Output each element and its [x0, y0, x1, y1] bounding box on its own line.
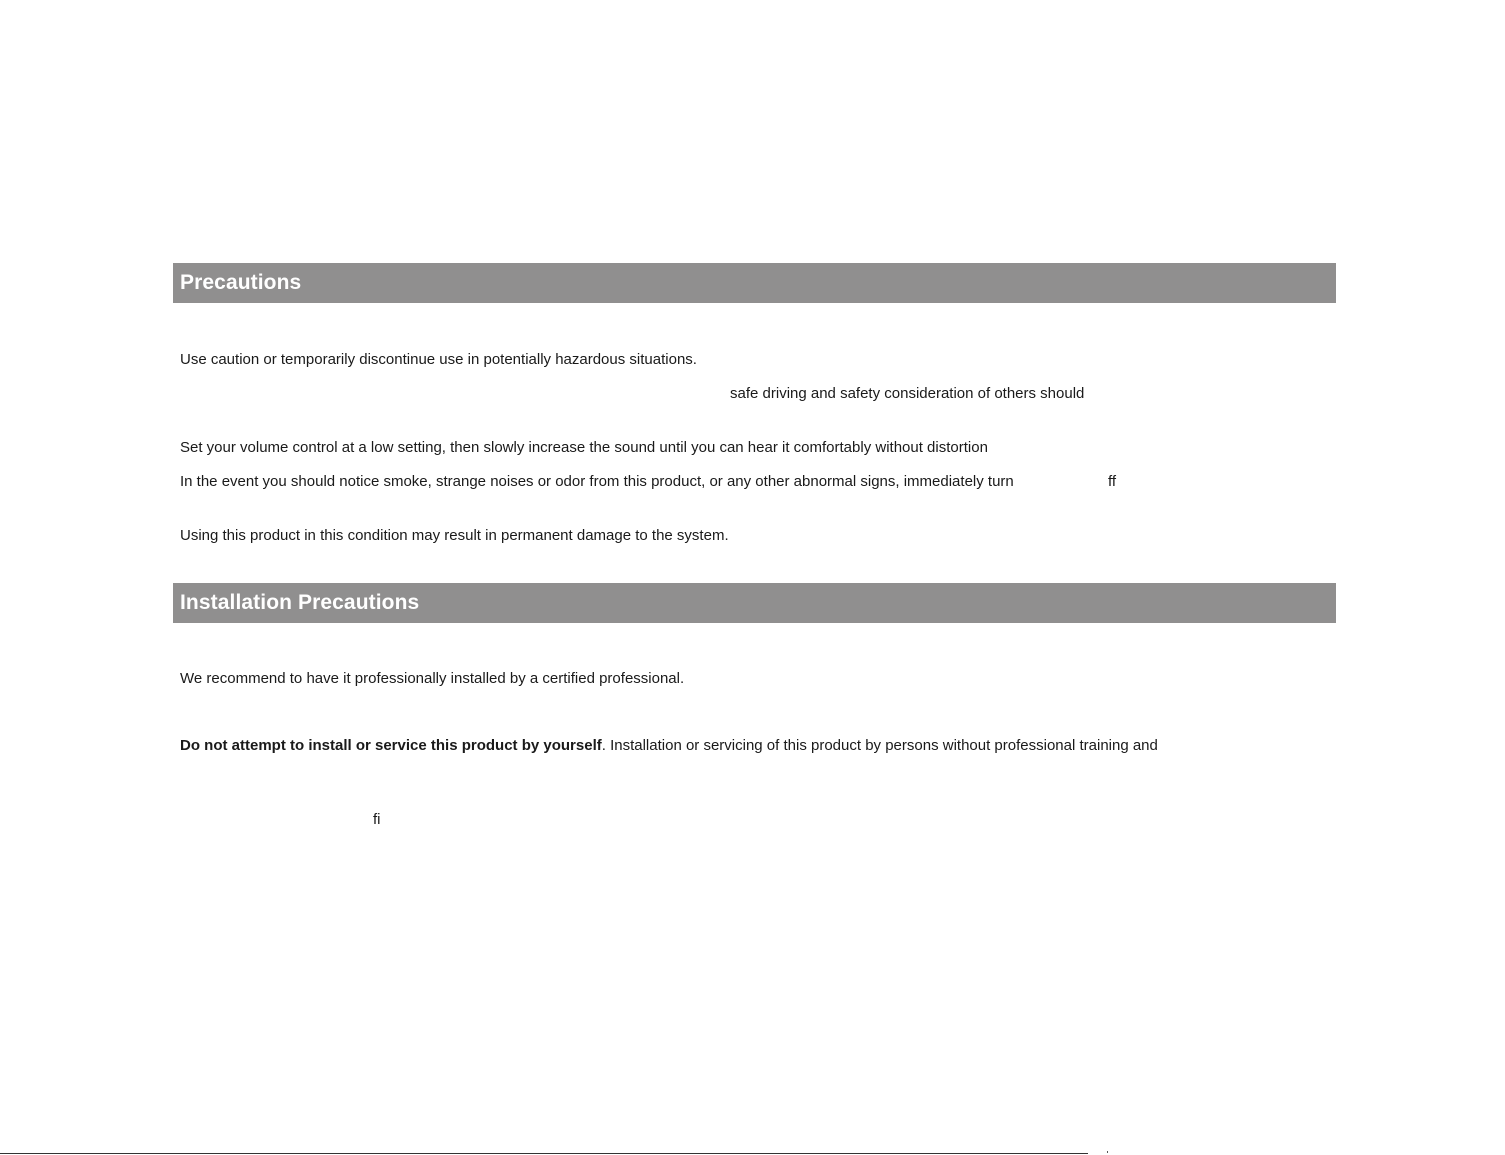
- precaution-line-fragment: ff: [1108, 473, 1117, 490]
- precaution-line-volume: Set your volume control at a low setting, then slowly increase the sound until you can hear it comfortably without distortion: [180, 439, 988, 456]
- installation-line-recommend: We recommend to have it professionally installed by a certified professional.: [180, 670, 685, 687]
- installation-warning-rest: . Installation or servicing of this product by persons without professional training and: [601, 737, 1158, 754]
- installation-line-warning: [180, 737, 1158, 755]
- installation-warning-bold: Do not attempt to install or service this product by yourself: [180, 737, 602, 754]
- precautions-section-header: [173, 263, 1336, 303]
- footer-rule: [0, 1153, 1088, 1154]
- installation-heading: Installation Precautions: [180, 591, 420, 614]
- precaution-line-smoke: In the event you should notice smoke, strange noises or odor from this product, or any other abnormal signs, immediately turn: [180, 473, 1014, 490]
- precautions-heading: Precautions: [180, 271, 302, 294]
- precaution-line-safe-driving: safe driving and safety consideration of others should: [730, 385, 1085, 402]
- installation-fragment: fi: [373, 811, 381, 828]
- footer-mark: [1107, 1151, 1108, 1153]
- precaution-line-damage: Using this product in this condition may result in permanent damage to the system.: [180, 527, 729, 544]
- installation-section-header: [173, 583, 1336, 623]
- precaution-line-hazardous: Use caution or temporarily discontinue use in potentially hazardous situations.: [180, 351, 697, 368]
